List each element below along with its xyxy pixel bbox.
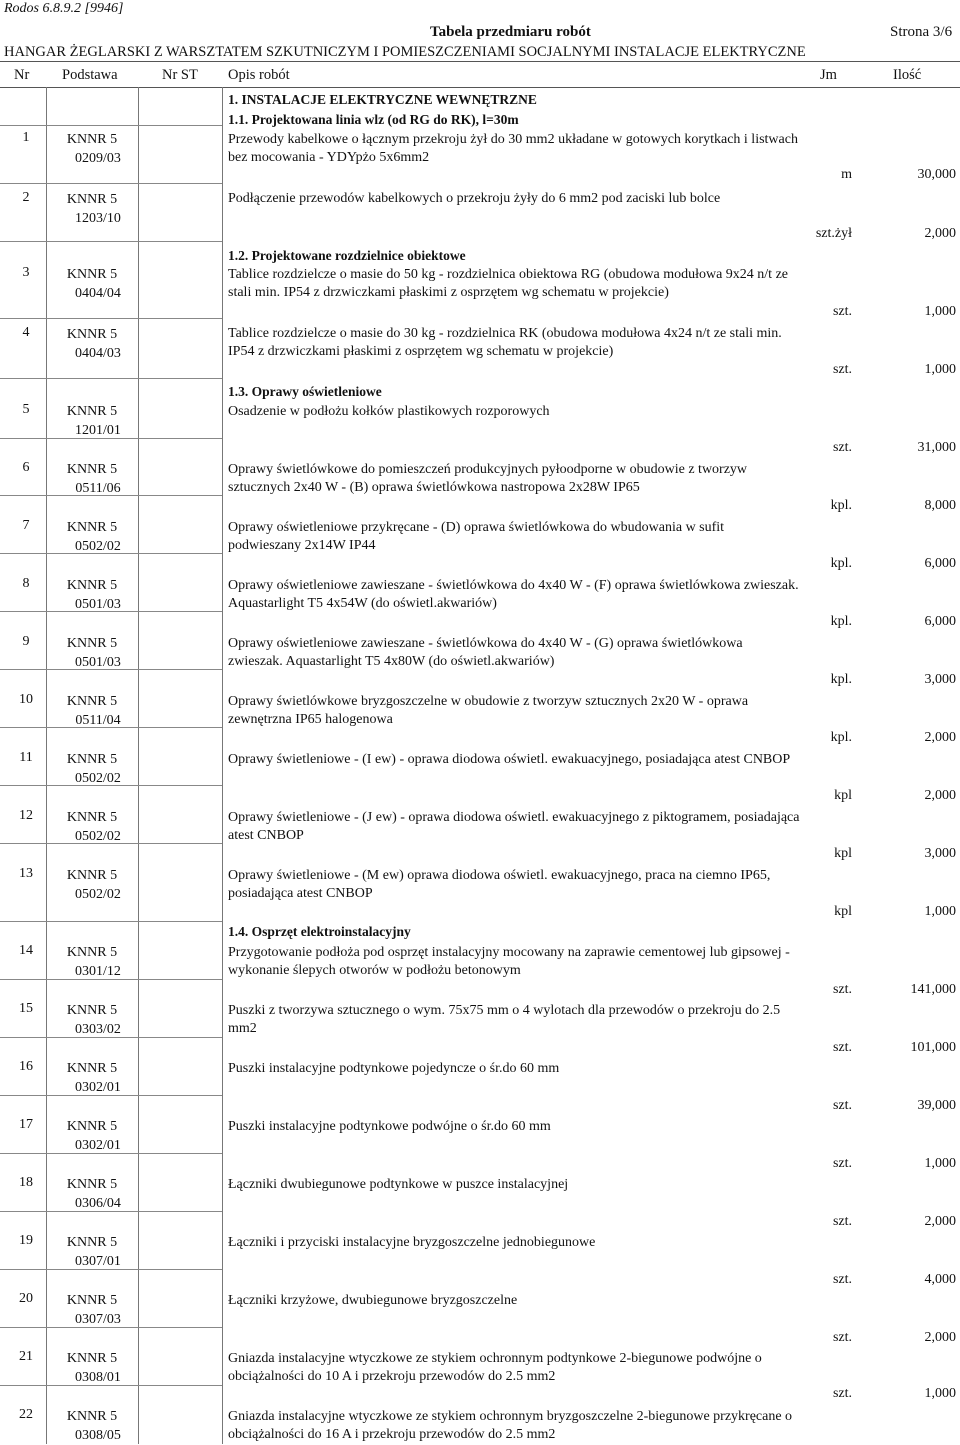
row-number: 1 [22,130,30,145]
project-title: HANGAR ŻEGLARSKI Z WARSZTATEM SZKUTNICZYM I POMIESZCZENIAMI SOCJALNYMI INSTALACJE ELEKTRYCZNE [4,44,806,60]
basis-code: 0308/05 [75,1428,121,1443]
column-opis: Opis robót [228,67,290,83]
row-description: Puszki instalacyjne podtynkowe pojedyncze o śr.do 60 mm [228,1061,560,1076]
row-divider [0,669,222,670]
row-divider [0,553,222,554]
row-unit: kpl [834,904,852,919]
row-basis [60,190,124,228]
basis-code: 0307/03 [75,1312,121,1327]
row-unit: kpl [834,788,852,803]
basis-catalog: KNNR 5 [66,1409,118,1424]
page-number: Strona 3/6 [890,24,953,40]
row-unit: m [841,167,852,182]
row-divider [0,1153,222,1154]
row-quantity: 39,000 [917,1098,956,1113]
row-unit: kpl. [830,614,852,629]
grid-line [138,87,139,1444]
row-unit: szt. [832,1214,852,1229]
header-divider [0,61,960,62]
app-version: Rodos 6.8.9.2 [9946] [4,1,124,16]
basis-catalog: KNNR 5 [66,1003,118,1018]
row-quantity: 6,000 [924,614,956,629]
basis-catalog: KNNR 5 [66,810,118,825]
column-nr: Nr [14,67,30,83]
row-unit: szt. [832,1156,852,1171]
row-quantity: 3,000 [924,846,956,861]
column-header-divider [0,87,960,88]
row-description: Oprawy oświetleniowe zawieszane - świetlówkowa do 4x40 W - (G) oprawa świetlówkowa zwieszak. Aquastarlight T5 4x80W (do oświetl.akwariów) [228,636,743,669]
row-quantity: 31,000 [917,440,956,455]
row-number: 13 [19,866,33,881]
row-basis [60,1349,124,1387]
row-description: Puszki z tworzywa sztucznego o wym. 75x75 mm o 4 wylotach dla przewodów o przekroju do 2.5 mm2 [228,1003,781,1036]
row-divider [0,495,222,496]
row-number: 19 [19,1233,33,1248]
row-description: Tablice rozdzielcze o masie do 30 kg - rozdzielnica RK (obudowa modułowa 4x24 n/t ze stali min. IP54 z drzwiczkami płaskimi z osprzętem wg schematu w projekcie) [228,326,782,359]
row-divider [0,1211,222,1212]
basis-catalog: KNNR 5 [66,578,118,593]
row-number: 2 [22,190,30,205]
row-unit: kpl. [830,556,852,571]
row-basis [60,1233,124,1271]
row-quantity: 2,000 [924,1330,956,1345]
row-unit: kpl [834,846,852,861]
section-heading: 1. INSTALACJE ELEKTRYCZNE WEWNĘTRZNE [228,92,537,107]
row-description: Gniazda instalacyjne wtyczkowe ze stykiem ochronnym podtynkowe 2-biegunowe podwójne o obciążalności do 10 A i przekroju przewodów do 2.5 mm2 [228,1351,762,1384]
row-quantity: 1,000 [924,1386,956,1401]
row-unit: szt. [832,1098,852,1113]
row-number: 14 [19,943,33,958]
section-heading: 1.3. Oprawy oświetleniowe [228,384,382,399]
row-description: Oprawy oświetleniowe zawieszane - świetlówkowa do 4x40 W - (F) oprawa świetlówkowa zwieszak. Aquastarlight T5 4x54W (do oświetl.akwariów) [228,578,799,611]
row-unit: kpl. [830,498,852,513]
row-quantity: 8,000 [924,498,956,513]
basis-catalog: KNNR 5 [66,192,118,207]
row-number: 10 [19,692,33,707]
row-quantity: 1,000 [924,904,956,919]
row-number: 7 [22,518,30,533]
row-basis [60,460,124,498]
row-divider [0,378,222,379]
row-number: 15 [19,1001,33,1016]
basis-code: 0511/06 [75,481,121,496]
basis-code: 0301/12 [75,964,121,979]
row-quantity: 141,000 [910,982,956,997]
row-unit: szt. [832,1330,852,1345]
row-divider [0,125,222,126]
basis-code: 0511/04 [75,713,121,728]
basis-code: 0404/03 [75,346,121,361]
row-divider [0,438,222,439]
row-basis [60,1059,124,1097]
basis-catalog: KNNR 5 [66,462,118,477]
basis-catalog: KNNR 5 [66,1293,118,1308]
grid-line [222,87,223,1444]
row-description: Oprawy oświetleniowe przykręcane - (D) oprawa świetlówkowa do wbudowania w sufit podwieszany 2x14W IP44 [228,520,725,553]
row-basis [60,518,124,556]
row-number: 17 [19,1117,33,1132]
basis-code: 0307/01 [75,1254,121,1269]
basis-catalog: KNNR 5 [66,1119,118,1134]
row-basis [60,1117,124,1155]
row-basis [60,576,124,614]
row-divider [0,979,222,980]
basis-catalog: KNNR 5 [66,132,118,147]
row-number: 3 [22,265,30,280]
basis-code: 0302/01 [75,1138,121,1153]
row-divider [0,241,222,242]
row-divider [0,921,222,922]
basis-code: 0502/02 [75,829,121,844]
row-basis [60,692,124,730]
row-unit: kpl. [830,672,852,687]
row-unit: szt. [832,1272,852,1287]
basis-catalog: KNNR 5 [66,1061,118,1076]
row-description: Tablice rozdzielcze o masie do 50 kg - rozdzielnica obiektowa RG (obudowa modułowa 9x24 n/t ze stali min. IP54 z drzwiczkami płaskimi z osprzętem wg schematu w projekcie) [228,267,788,300]
row-number: 16 [19,1059,33,1074]
row-unit: szt. [832,982,852,997]
basis-catalog: KNNR 5 [66,752,118,767]
basis-code: 1203/10 [75,211,121,226]
row-unit: szt. [832,304,852,319]
row-description: Gniazda instalacyjne wtyczkowe ze stykiem ochronnym bryzgoszczelne 2-biegunowe przykręcane o obciążalności do 16 A i przekroju przewodów do 2.5 mm2 [228,1409,793,1442]
row-basis [60,808,124,846]
row-unit: szt. [832,1040,852,1055]
row-quantity: 2,000 [924,1214,956,1229]
row-quantity: 2,000 [924,788,956,803]
row-divider [0,785,222,786]
row-basis [60,265,124,303]
row-unit: kpl. [830,730,852,745]
basis-code: 0308/01 [75,1370,121,1385]
row-number: 20 [19,1291,33,1306]
section-heading: 1.4. Osprzęt elektroinstalacyjny [228,924,411,939]
row-basis [60,130,124,168]
row-description: Przewody kabelkowe o łącznym przekroju żył do 30 mm2 układane w gotowych korytkach i listwach bez mocowania - YDYpżo 5x6mm2 [228,132,798,165]
basis-catalog: KNNR 5 [66,636,118,651]
row-quantity: 3,000 [924,672,956,687]
basis-code: 0302/01 [75,1080,121,1095]
row-description: Osadzenie w podłożu kołków plastikowych rozporowych [228,404,550,419]
section-heading: 1.2. Projektowane rozdzielnice obiektowe [228,248,466,263]
row-description: Oprawy świetleniowe - (M ew) oprawa diodowa oświetl. ewakuacyjnego, praca na ciemno IP65, posiadająca atest CNBOP [228,868,771,901]
column-jm: Jm [820,67,837,83]
basis-code: 0209/03 [75,151,121,166]
basis-catalog: KNNR 5 [66,868,118,883]
row-description: Podłączenie przewodów kabelkowych o przekroju żyły do 6 mm2 pod zaciski lub bolce [228,191,721,206]
row-description: Oprawy świetleniowe - (I ew) - oprawa diodowa oświetl. ewakuacyjnego, posiadająca atest CNBOP [228,752,791,767]
row-number: 9 [22,634,30,649]
row-basis [60,402,124,440]
row-number: 18 [19,1175,33,1190]
row-number: 5 [22,402,30,417]
basis-code: 0502/02 [75,887,121,902]
row-basis [60,943,124,981]
row-basis [60,634,124,672]
row-description: Przygotowanie podłoża pod osprzęt instalacyjny mocowany na zaprawie cementowej lub gipsowej - wykonanie ślepych otworów w podłożu betonowym [228,945,790,978]
row-number: 21 [19,1349,33,1364]
row-number: 22 [19,1407,33,1422]
basis-code: 1201/01 [75,423,121,438]
basis-code: 0306/04 [75,1196,121,1211]
basis-catalog: KNNR 5 [66,404,118,419]
row-quantity: 1,000 [924,1156,956,1171]
basis-catalog: KNNR 5 [66,327,118,342]
row-quantity: 2,000 [924,226,956,241]
basis-code: 0502/02 [75,539,121,554]
basis-catalog: KNNR 5 [66,267,118,282]
column-podstawa: Podstawa [62,67,118,83]
row-unit: szt.żył [815,226,852,241]
document-title: Tabela przedmiaru robót [430,24,591,40]
row-description: Puszki instalacyjne podtynkowe podwójne o śr.do 60 mm [228,1119,551,1134]
row-number: 4 [22,325,30,340]
row-divider [0,1269,222,1270]
row-basis [60,1407,124,1445]
row-divider [0,183,222,184]
row-divider [0,1095,222,1096]
row-divider [0,1385,222,1386]
row-unit: szt. [832,1386,852,1401]
row-quantity: 101,000 [910,1040,956,1055]
basis-catalog: KNNR 5 [66,520,118,535]
grid-line [46,87,47,1444]
section-heading: 1.1. Projektowana linia wlz (od RG do RK), l=30m [228,112,519,127]
row-number: 11 [19,750,33,765]
row-quantity: 30,000 [917,167,956,182]
row-basis [60,866,124,904]
row-divider [0,318,222,319]
row-unit: szt. [832,362,852,377]
row-description: Łączniki krzyżowe, dwubiegunowe bryzgoszczelne [228,1293,518,1308]
row-basis [60,750,124,788]
row-number: 6 [22,460,30,475]
row-number: 8 [22,576,30,591]
basis-catalog: KNNR 5 [66,1235,118,1250]
row-description: Oprawy świetleniowe - (J ew) - oprawa diodowa oświetl. ewakuacyjnego z piktogramem, posiadająca atest CNBOP [228,810,800,843]
row-divider [0,843,222,844]
row-basis [60,325,124,363]
basis-code: 0502/02 [75,771,121,786]
basis-catalog: KNNR 5 [66,945,118,960]
row-quantity: 2,000 [924,730,956,745]
row-quantity: 1,000 [924,362,956,377]
row-basis [60,1175,124,1213]
row-quantity: 4,000 [924,1272,956,1287]
row-divider [0,727,222,728]
basis-code: 0501/03 [75,597,121,612]
row-basis [60,1291,124,1329]
row-basis [60,1001,124,1039]
row-description: Łączniki i przyciski instalacyjne bryzgoszczelne jednobiegunowe [228,1235,596,1250]
row-divider [0,1327,222,1328]
basis-catalog: KNNR 5 [66,1351,118,1366]
row-divider [0,1037,222,1038]
row-number: 12 [19,808,33,823]
row-description: Łączniki dwubiegunowe podtynkowe w puszce instalacyjnej [228,1177,569,1192]
column-nr-st: Nr ST [162,67,198,83]
row-description: Oprawy świetlówkowe bryzgoszczelne w obudowie z tworzyw sztucznych 2x20 W - oprawa zewnętrzna IP65 halogenowa [228,694,749,727]
row-divider [0,611,222,612]
basis-code: 0501/03 [75,655,121,670]
basis-catalog: KNNR 5 [66,694,118,709]
row-unit: szt. [832,440,852,455]
basis-code: 0303/02 [75,1022,121,1037]
row-quantity: 6,000 [924,556,956,571]
basis-catalog: KNNR 5 [66,1177,118,1192]
row-description: Oprawy świetlówkowe do pomieszczeń produkcyjnych pyłoodporne w obudowie z tworzyw sztucznych 2x40 W - (B) oprawa świetlówkowa nastropowa 2x28W IP65 [228,462,748,495]
column-ilosc: Ilość [893,67,922,83]
row-quantity: 1,000 [924,304,956,319]
basis-code: 0404/04 [75,286,121,301]
